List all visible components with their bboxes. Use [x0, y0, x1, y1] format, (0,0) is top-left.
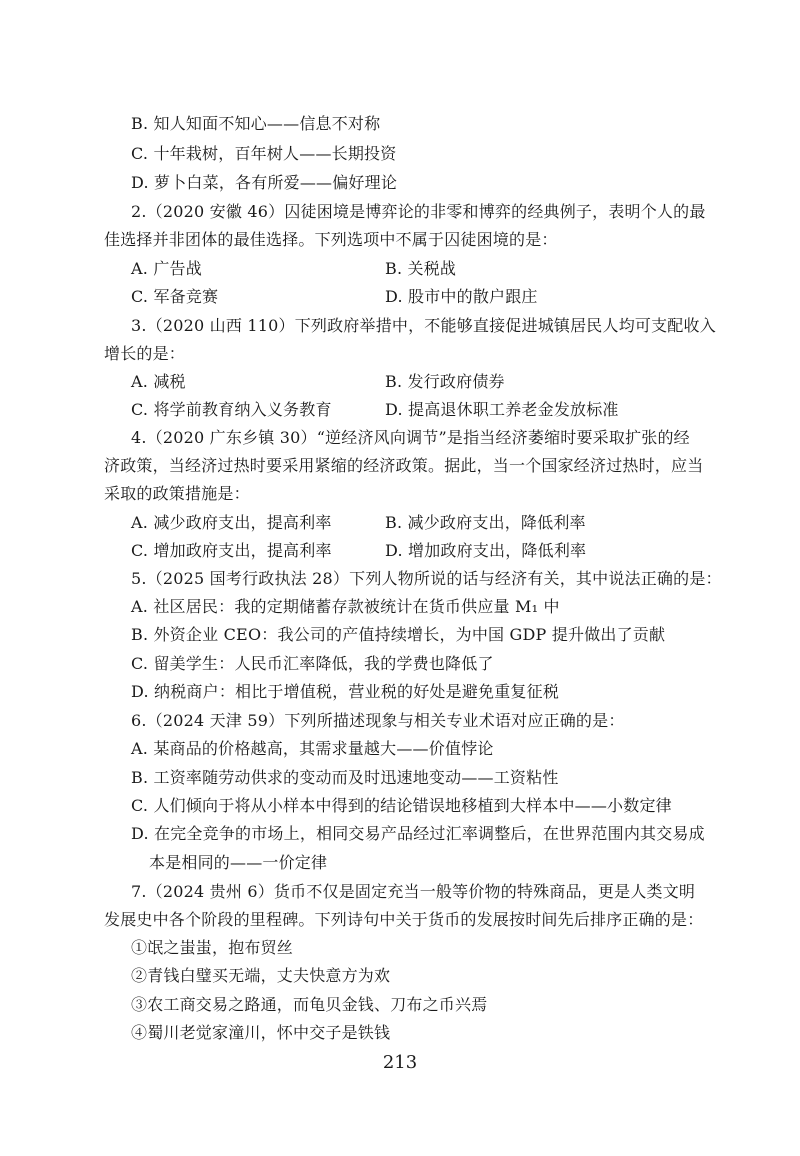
- prev-option-c: C. 十年栽树，百年树人——长期投资: [131, 144, 397, 163]
- q2-option-c: C. 军备竞赛: [131, 287, 219, 306]
- prev-option-b: B. 知人知面不知心——信息不对称: [131, 114, 381, 133]
- prev-option-d: D. 萝卜白菜，各有所爱——偏好理论: [131, 173, 398, 192]
- q6-option-b: B. 工资率随劳动供求的变动而及时迅速地变动——工资粘性: [131, 768, 559, 787]
- q3-stem-line2: 增长的是：: [104, 344, 186, 363]
- q7-stem-line1: 7.（2024 贵州 6）货币不仅是固定充当一般等价物的特殊商品，更是人类文明: [131, 882, 696, 901]
- q4-option-c: C. 增加政府支出，提高利率: [131, 541, 332, 560]
- q3-option-b: B. 发行政府债券: [385, 372, 505, 391]
- q4-stem-line2: 济政策，当经济过热时要采用紧缩的经济政策。据此，当一个国家经济过热时，应当: [104, 456, 704, 475]
- q6-option-d-line2: 本是相同的——一价定律: [149, 853, 328, 872]
- q6-option-c: C. 人们倾向于将从小样本中得到的结论错误地移植到大样本中——小数定律: [131, 796, 672, 815]
- q2-option-a: A. 广告战: [131, 259, 202, 278]
- q5-option-a: A. 社区居民：我的定期储蓄存款被统计在货币供应量 M₁ 中: [131, 597, 560, 616]
- q3-option-d: D. 提高退休职工养老金发放标准: [385, 400, 619, 419]
- q6-option-a: A. 某商品的价格越高，其需求量越大——价值悖论: [131, 739, 494, 758]
- q4-stem-line1: 4.（2020 广东乡镇 30）“逆经济风向调节”是指当经济萎缩时要采取扩张的经: [131, 428, 690, 447]
- q4-option-a: A. 减少政府支出，提高利率: [131, 513, 332, 532]
- q3-stem-line1: 3.（2020 山西 110）下列政府举措中，不能够直接促进城镇居民人均可支配收入: [131, 316, 716, 335]
- q6-stem-line1: 6.（2024 天津 59）下列所描述现象与相关专业术语对应正确的是：: [131, 711, 625, 730]
- q5-option-b: B. 外资企业 CEO：我公司的产值持续增长，为中国 GDP 提升做出了贡献: [131, 625, 666, 644]
- q7-item-1: ①氓之蚩蚩，抱布贸丝: [131, 938, 294, 957]
- page-number: 213: [382, 1052, 418, 1073]
- q5-option-d: D. 纳税商户：相比于增值税，营业税的好处是避免重复征税: [131, 682, 560, 701]
- q3-option-c: C. 将学前教育纳入义务教育: [131, 400, 332, 419]
- q5-option-c: C. 留美学生：人民币汇率降低，我的学费也降低了: [131, 654, 494, 673]
- q4-option-d: D. 增加政府支出，降低利率: [385, 541, 587, 560]
- q4-option-b: B. 减少政府支出，降低利率: [385, 513, 586, 532]
- q7-item-4: ④蜀川老觉家潼川，怀中交子是铁钱: [131, 1023, 391, 1042]
- q5-stem-line1: 5.（2025 国考行政执法 28）下列人物所说的话与经济有关，其中说法正确的是：: [131, 569, 722, 588]
- q2-option-d: D. 股市中的散户跟庄: [385, 287, 538, 306]
- q7-item-3: ③农工商交易之路通，而龟贝金钱、刀布之币兴焉: [131, 995, 488, 1014]
- q7-item-2: ②青钱白璧买无端，丈夫快意方为欢: [131, 966, 391, 985]
- q7-stem-line2: 发展史中各个阶段的里程碑。下列诗句中关于货币的发展按时间先后排序正确的是：: [104, 910, 704, 929]
- q2-option-b: B. 关税战: [385, 259, 457, 278]
- q2-stem-line2: 佳选择并非团体的最佳选择。下列选项中不属于囚徒困境的是：: [104, 230, 558, 249]
- q4-stem-line3: 采取的政策措施是：: [104, 484, 250, 503]
- q6-option-d-line1: D. 在完全竞争的市场上，相同交易产品经过汇率调整后，在世界范围内其交易成: [131, 824, 705, 843]
- q2-stem-line1: 2.（2020 安徽 46）囚徒困境是博弈论的非零和博弈的经典例子，表明个人的最: [131, 202, 706, 221]
- q3-option-a: A. 减税: [131, 372, 186, 391]
